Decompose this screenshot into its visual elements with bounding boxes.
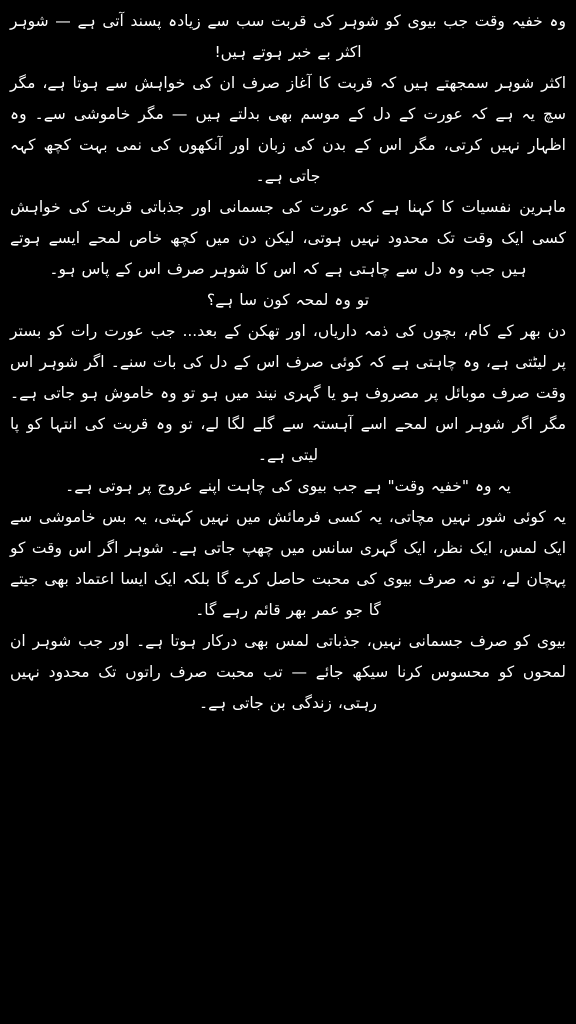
body-paragraph: ماہرین نفسیات کا کہنا ہے کہ عورت کی جسمانی اور جذباتی قربت کی خواہش کسی ایک وقت تک محدود نہیں ہوتی، لیکن دن میں کچھ خاص لمحے ایسے ہوتے ہیں جب وہ دل سے چاہتی ہے کہ اس کا شوہر صرف اس کے پاس ہو۔ [10,198,566,278]
body-paragraph: یہ وہ "خفیہ وقت" ہے جب بیوی کی چاہت اپنے عروج پر ہوتی ہے۔ [65,477,511,495]
closing-paragraph: بیوی کو صرف جسمانی نہیں، جذباتی لمس بھی درکار ہوتا ہے۔ اور جب شوہر ان لمحوں کو محسوس کرنا سیکھ جائے — تب محبت صرف راتوں تک محدود نہیں رہتی، زندگی بن جاتی ہے۔ [10,632,566,712]
body-paragraph: دن بھر کے کام، بچوں کی ذمہ داریاں، اور تھکن کے بعد... جب عورت رات کو بستر پر لیٹتی ہے، وہ چاہتی ہے کہ کوئی صرف اس کے دل کی بات سنے۔ اگر شوہر اس وقت صرف موبائل پر مصروف ہو یا گہری نیند میں ہو تو وہ خاموش ہو جاتی ہے۔ مگر اگر شوہر اس لمحے اسے آہستہ سے گلے لگا لے، تو وہ قربت کی انتہا کو پا لیتی ہے۔ [10,322,566,464]
question-paragraph: تو وہ لمحہ کون سا ہے؟ [206,291,370,309]
headline-paragraph: وہ خفیہ وقت جب بیوی کو شوہر کی قربت سب سے زیادہ پسند آتی ہے — شوہر اکثر بے خبر ہوتے ہیں! [10,12,566,61]
body-paragraph: اکثر شوہر سمجھتے ہیں کہ قربت کا آغاز صرف ان کی خواہش سے ہوتا ہے، مگر سچ یہ ہے کہ عورت کے دل کے موسم بھی بدلتے ہیں — مگر خاموشی سے۔ وہ اظہار نہیں کرتی، مگر اس کے بدن کی زبان اور آنکھوں کی نمی بہت کچھ کہہ جاتی ہے۔ [10,74,566,185]
body-paragraph: یہ کوئی شور نہیں مچاتی، یہ کسی فرمائش میں نہیں کہتی، یہ بس خاموشی سے ایک لمس، ایک نظر، ایک گہری سانس میں چھپ جاتی ہے۔ شوہر اگر اس وقت کو پہچان لے، تو نہ صرف بیوی کی محبت حاصل کرے گا بلکہ ایک ایسا اعتماد بھی جیتے گا جو عمر بھر قائم رہے گا۔ [10,508,566,619]
